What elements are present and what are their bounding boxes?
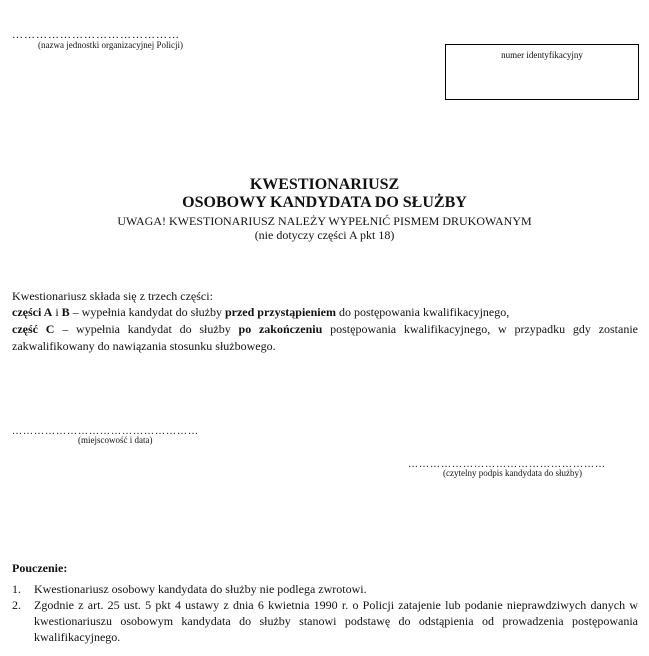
instruction-number: 2.: [12, 598, 21, 612]
place-date-dotted-line[interactable]: ……………………………………………: [12, 426, 199, 437]
unit-name-dotted-line[interactable]: ……………………………………: [12, 29, 180, 41]
part-c-rest: postępowania kwalifikacyjnego, w przypadku gdy zostanie zakwalifikowany do nawiązania stosunku służbowego.: [12, 322, 639, 353]
instructions-heading: Pouczenie:: [12, 561, 68, 575]
parts-a-label: części A: [12, 305, 53, 319]
signature-dotted-line[interactable]: ………………………………………………: [408, 459, 606, 470]
identification-number-label: numer identyfikacyjny: [501, 50, 583, 60]
document-subtitle: OSOBOWY KANDYDATA DO SŁUŻBY: [182, 194, 467, 211]
instruction-item-2: [12, 597, 638, 645]
parts-ab-rest: do postępowania kwalifikacyjnego,: [335, 305, 510, 319]
part-b-label: B: [61, 305, 70, 319]
parts-ab-dash: – wypełnia kandydat do służby: [69, 305, 225, 319]
part-c-bold: po zakończeniu: [238, 322, 323, 336]
unit-name-caption: (nazwa jednostki organizacyjnej Policji): [38, 40, 184, 50]
intro-line: Kwestionariusz składa się z trzech części:: [12, 289, 213, 303]
part-c-label: część C: [12, 322, 55, 336]
instruction-text: Kwestionariusz osobowy kandydata do służby nie podlega zwrotowi.: [34, 582, 367, 596]
and-text: i: [52, 305, 62, 319]
identification-number-box[interactable]: [445, 44, 639, 100]
part-c-dash: – wypełnia kandydat do służby: [54, 322, 239, 336]
part-c-description: [12, 321, 638, 355]
instruction-item-1: [12, 581, 638, 597]
instruction-text: Zgodnie z art. 25 ust. 5 pkt 4 ustawy z dnia 6 kwietnia 1990 r. o Policji zatajenie lub podanie nieprawdziwych danych w kwestionariuszu osobowym kandydata do służby stanowi podstawę do odstąpienia od prowadzenia postępowania kwalifikacyjnego.: [34, 598, 638, 644]
signature-caption: (czytelny podpis kandydata do służby): [443, 468, 582, 478]
parts-ab-description: [12, 304, 638, 321]
place-date-caption: (miejscowość i data): [78, 435, 153, 445]
instruction-number: 1.: [12, 582, 21, 596]
fill-warning-note: (nie dotyczy części A pkt 18): [254, 228, 395, 242]
parts-ab-bold: przed przystąpieniem: [224, 305, 336, 319]
document-title: KWESTIONARIUSZ: [249, 176, 400, 193]
fill-warning: UWAGA! KWESTIONARIUSZ NALEŻY WYPEŁNIĆ PISMEM DRUKOWANYM: [117, 214, 532, 228]
